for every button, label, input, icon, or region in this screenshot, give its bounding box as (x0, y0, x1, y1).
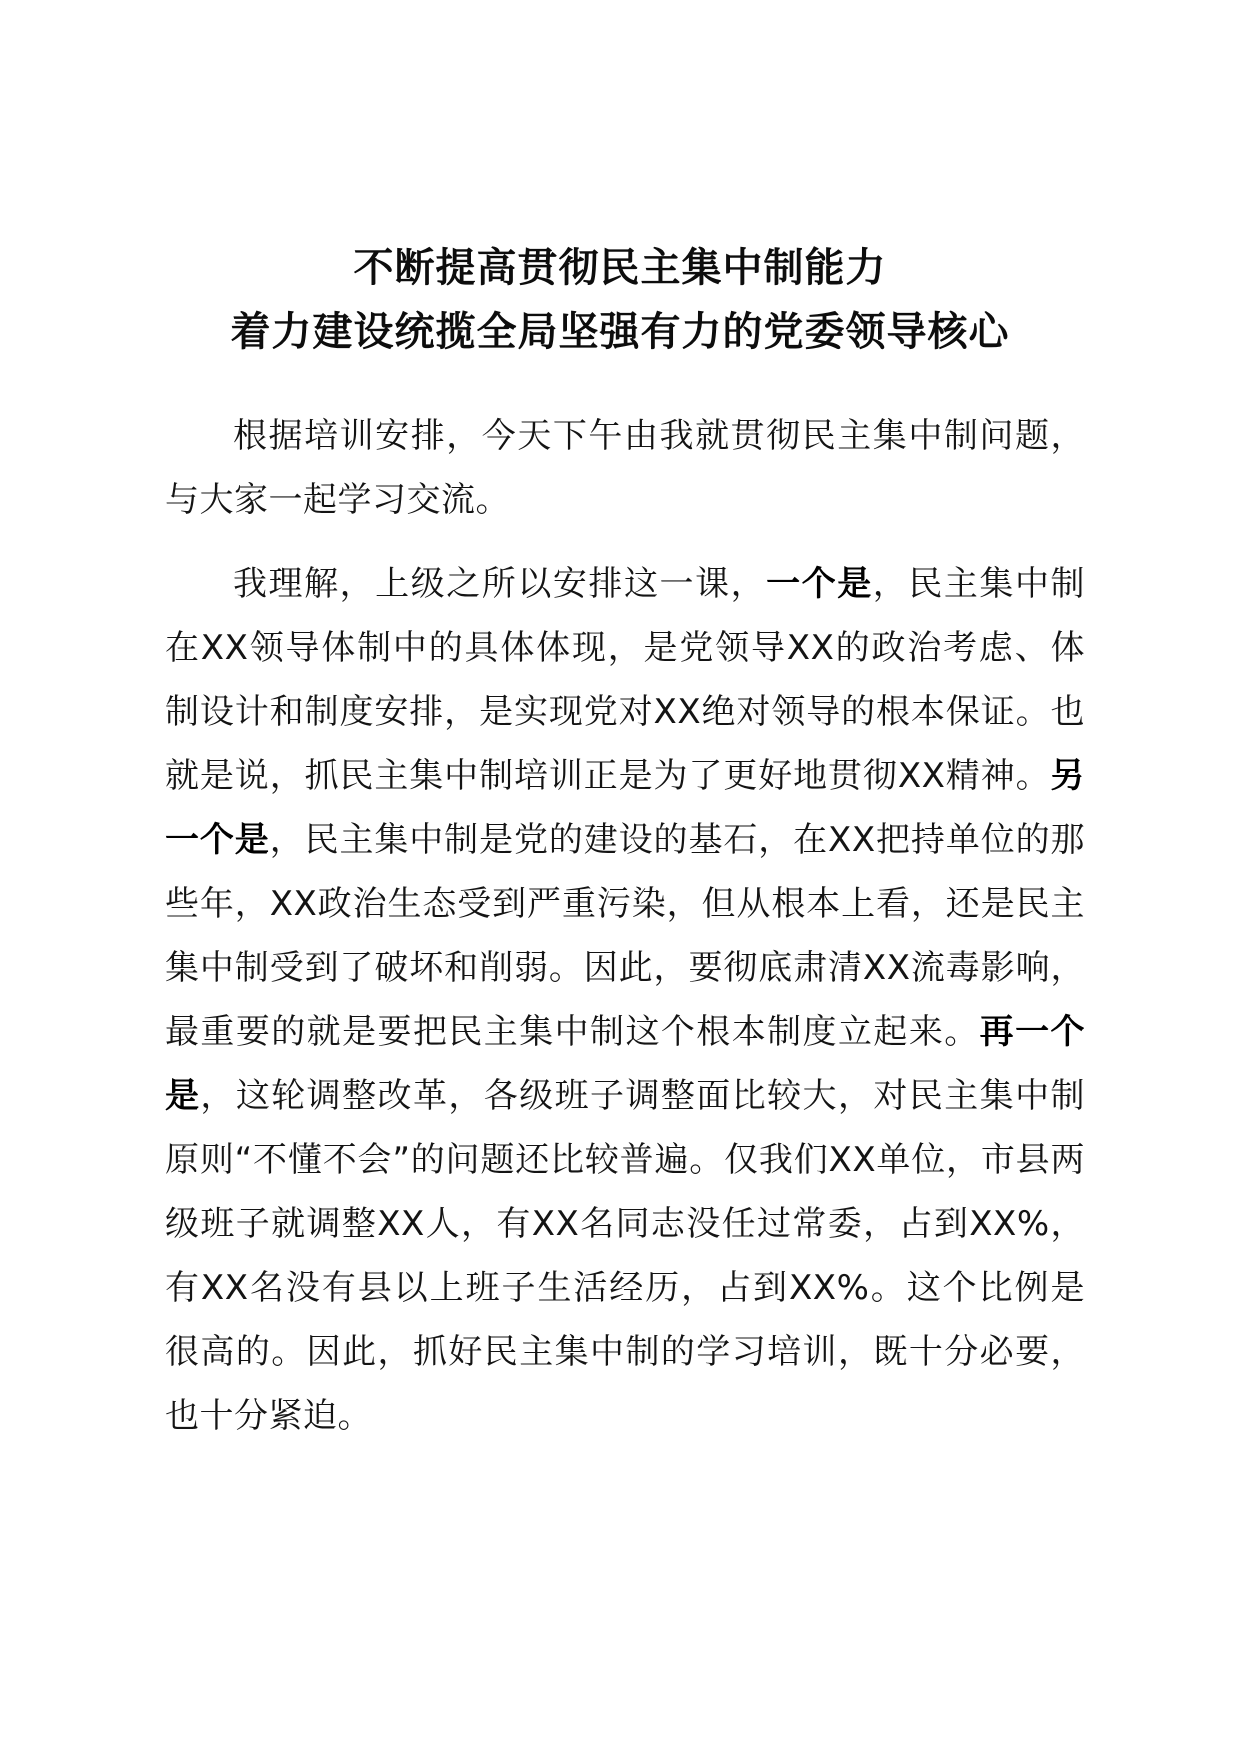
title-line-2: 着力建设统揽全局坚强有力的党委领导核心 (230, 309, 1010, 355)
point-three-text: ，这轮调整改革，各级班子调整面比较大，对民主集中制原则“不懂不会”的问题还比较普遍。仅我们XX单位，市县两级班子就调整XX人，有XX名同志没任过常委，占到XX%，有XX名没有县以上班子生活经历，占到XX%。这个比例是很高的。因此，抓好民主集中制的学习培训，既十分必要，也十分紧迫。 (165, 1076, 1085, 1436)
title-line-1: 不断提高贯彻民主集中制能力 (353, 245, 887, 291)
paragraph-2 (165, 552, 1085, 1448)
point-two-text: ，民主集中制是党的建设的基石，在XX把持单位的那些年，XX政治生态受到严重污染，但从根本上看，还是民主集中制受到了破坏和削弱。因此，要彻底肃清XX流毒影响，最重要的就是要把民主集中制这个根本制度立起来。 (165, 820, 1086, 1052)
paragraph-1 (165, 404, 1085, 532)
point-one-text: ，民主集中制在XX领导体制中的具体体现，是党领导XX的政治考虑、体制设计和制度安排，是实现党对XX绝对领导的根本保证。也就是说，抓民主集中制培训正是为了更好地贯彻XX精神。 (165, 564, 1086, 796)
paragraph-1-text: 根据培训安排，今天下午由我就贯彻民主集中制问题，与大家一起学习交流。 (165, 416, 1085, 520)
document-title (0, 236, 1240, 364)
point-one-label: 一个是 (766, 564, 873, 604)
document-body (165, 404, 1085, 1448)
point-three-label: 再一个是 (165, 1012, 1086, 1116)
point-two-label: 另一个是 (165, 756, 1085, 860)
paragraph-2-intro: 我理解，上级之所以安排这一课， (233, 564, 767, 604)
